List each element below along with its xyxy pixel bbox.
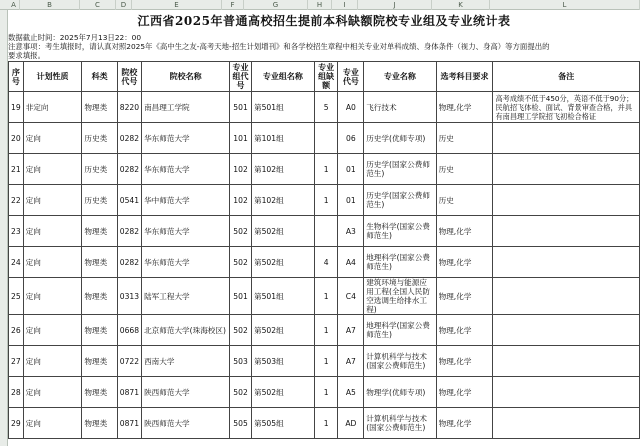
- cell-seq[interactable]: 19: [9, 92, 24, 123]
- cell-group-gap[interactable]: 1: [314, 408, 338, 439]
- header-major-code[interactable]: 专业代号: [338, 62, 364, 92]
- table-row: [9, 278, 640, 315]
- cell-plan-nature[interactable]: 定向: [23, 346, 82, 377]
- cell-group-gap[interactable]: [314, 123, 338, 154]
- cell-remark[interactable]: [493, 154, 640, 185]
- column-letter-b[interactable]: B: [20, 0, 80, 10]
- cell-school-name[interactable]: 南昌理工学院: [142, 92, 230, 123]
- column-letter-i[interactable]: I: [332, 0, 358, 10]
- cell-major-name[interactable]: 历史学(国家公费师范生): [364, 154, 436, 185]
- cell-plan-nature[interactable]: 定向: [23, 408, 82, 439]
- cell-group-code[interactable]: 102: [230, 185, 252, 216]
- cell-group-name[interactable]: 第502组: [252, 247, 315, 278]
- table-row: [9, 185, 640, 216]
- cell-school-code[interactable]: 0282: [117, 216, 141, 247]
- cell-major-code[interactable]: A5: [338, 377, 364, 408]
- notice-continuation: 要求填报。: [8, 51, 45, 60]
- cell-seq[interactable]: 21: [9, 154, 24, 185]
- sheet-title: 江西省2025年普通高校招生提前本科缺额院校专业组及专业统计表: [137, 14, 511, 28]
- cell-group-gap[interactable]: 1: [314, 185, 338, 216]
- cell-subject-type[interactable]: 物理类: [82, 315, 117, 346]
- cell-major-code[interactable]: 01: [338, 185, 364, 216]
- cell-plan-nature[interactable]: 非定向: [23, 92, 82, 123]
- cell-seq[interactable]: 27: [9, 346, 24, 377]
- cell-group-name[interactable]: 第503组: [252, 346, 315, 377]
- cell-school-name[interactable]: 陕西师范大学: [142, 377, 230, 408]
- table-row: [9, 247, 640, 278]
- cell-group-code[interactable]: 502: [230, 315, 252, 346]
- cell-remark[interactable]: [493, 185, 640, 216]
- row-header-strip: [0, 10, 8, 446]
- cell-elective-req[interactable]: 物理,化学: [436, 408, 493, 439]
- table-row: [9, 377, 640, 408]
- column-letter-d[interactable]: D: [116, 0, 132, 10]
- cell-elective-req[interactable]: 物理,化学: [436, 216, 493, 247]
- header-remark[interactable]: 备注: [493, 62, 640, 92]
- cell-major-name[interactable]: 历史学(优师专项): [364, 123, 436, 154]
- cell-group-code[interactable]: 502: [230, 216, 252, 247]
- table-row: [9, 346, 640, 377]
- cell-subject-type[interactable]: 物理类: [82, 92, 117, 123]
- cell-school-name[interactable]: 华东师范大学: [142, 154, 230, 185]
- cell-seq[interactable]: 29: [9, 408, 24, 439]
- cell-major-code[interactable]: 06: [338, 123, 364, 154]
- data-table: [8, 61, 640, 439]
- header-school-name[interactable]: 院校名称: [142, 62, 230, 92]
- table-row: [9, 216, 640, 247]
- header-seq[interactable]: 序号: [9, 62, 24, 92]
- header-group-gap[interactable]: 专业组缺额: [314, 62, 338, 92]
- cell-seq[interactable]: 20: [9, 123, 24, 154]
- cell-group-gap[interactable]: 1: [314, 346, 338, 377]
- cell-plan-nature[interactable]: 定向: [23, 278, 82, 315]
- cell-group-gap[interactable]: 1: [314, 315, 338, 346]
- cell-major-code[interactable]: A7: [338, 315, 364, 346]
- cell-group-name[interactable]: 第502组: [252, 216, 315, 247]
- column-letter-l[interactable]: L: [490, 0, 640, 10]
- cell-subject-type[interactable]: 历史类: [82, 185, 117, 216]
- cell-elective-req[interactable]: 历史: [436, 185, 493, 216]
- cell-group-name[interactable]: 第102组: [252, 185, 315, 216]
- cell-plan-nature[interactable]: 定向: [23, 185, 82, 216]
- cell-school-code[interactable]: 0282: [117, 154, 141, 185]
- cell-major-name[interactable]: 建筑环境与能源应用工程(全国人民防空选调生给排水工程): [364, 278, 436, 315]
- cell-group-name[interactable]: 第502组: [252, 315, 315, 346]
- cell-plan-nature[interactable]: 定向: [23, 247, 82, 278]
- cell-seq[interactable]: 24: [9, 247, 24, 278]
- cell-school-name[interactable]: 华东师范大学: [142, 123, 230, 154]
- cell-group-code[interactable]: 502: [230, 247, 252, 278]
- cell-major-name[interactable]: 历史学(国家公费师范生): [364, 185, 436, 216]
- cell-school-code[interactable]: 0871: [117, 377, 141, 408]
- cell-elective-req[interactable]: 物理,化学: [436, 247, 493, 278]
- cell-major-code[interactable]: C4: [338, 278, 364, 315]
- column-letter-h[interactable]: H: [308, 0, 332, 10]
- cell-group-gap[interactable]: 4: [314, 247, 338, 278]
- cell-elective-req[interactable]: 历史: [436, 154, 493, 185]
- cell-elective-req[interactable]: 物理,化学: [436, 346, 493, 377]
- cell-group-name[interactable]: 第101组: [252, 123, 315, 154]
- cell-school-code[interactable]: 8220: [117, 92, 141, 123]
- cell-school-code[interactable]: 0871: [117, 408, 141, 439]
- cell-subject-type[interactable]: 物理类: [82, 346, 117, 377]
- cell-plan-nature[interactable]: 定向: [23, 154, 82, 185]
- cell-group-gap[interactable]: 1: [314, 278, 338, 315]
- table-row: [9, 315, 640, 346]
- header-major-name[interactable]: 专业名称: [364, 62, 436, 92]
- column-header-strip: [0, 0, 640, 10]
- column-letter-e[interactable]: E: [132, 0, 222, 10]
- cell-group-gap[interactable]: 5: [314, 92, 338, 123]
- cell-seq[interactable]: 28: [9, 377, 24, 408]
- cell-major-code[interactable]: A4: [338, 247, 364, 278]
- cell-seq[interactable]: 25: [9, 278, 24, 315]
- cell-school-name[interactable]: 西南大学: [142, 346, 230, 377]
- column-letter-a[interactable]: A: [8, 0, 20, 10]
- cell-subject-type[interactable]: 物理类: [82, 247, 117, 278]
- cell-school-code[interactable]: 0313: [117, 278, 141, 315]
- cell-major-name[interactable]: 飞行技术: [364, 92, 436, 123]
- cell-school-name[interactable]: 陆军工程大学: [142, 278, 230, 315]
- cell-school-code[interactable]: 0668: [117, 315, 141, 346]
- cell-remark[interactable]: [493, 247, 640, 278]
- cell-major-name[interactable]: 物理学(优师专项): [364, 377, 436, 408]
- header-group-name[interactable]: 专业组名称: [252, 62, 315, 92]
- cell-group-code[interactable]: 502: [230, 377, 252, 408]
- cell-school-code[interactable]: 0282: [117, 247, 141, 278]
- header-plan-nature[interactable]: 计划性质: [23, 62, 82, 92]
- cell-remark[interactable]: [493, 216, 640, 247]
- cell-group-code[interactable]: 101: [230, 123, 252, 154]
- table-header-row: [9, 62, 640, 92]
- cell-major-name[interactable]: 地理科学(国家公费师范生): [364, 315, 436, 346]
- cell-plan-nature[interactable]: 定向: [23, 216, 82, 247]
- cell-plan-nature[interactable]: 定向: [23, 315, 82, 346]
- table-row: [9, 154, 640, 185]
- cell-remark[interactable]: [493, 377, 640, 408]
- cell-major-code[interactable]: A3: [338, 216, 364, 247]
- cell-major-name[interactable]: 计算机科学与技术(国家公费师范生): [364, 408, 436, 439]
- cell-major-name[interactable]: 生物科学(国家公费师范生): [364, 216, 436, 247]
- cell-group-name[interactable]: 第501组: [252, 278, 315, 315]
- cell-major-name[interactable]: 地理科学(国家公费师范生): [364, 247, 436, 278]
- cell-school-name[interactable]: 华东师范大学: [142, 247, 230, 278]
- cell-school-code[interactable]: 0282: [117, 123, 141, 154]
- cell-group-name[interactable]: 第502组: [252, 377, 315, 408]
- cell-plan-nature[interactable]: 定向: [23, 123, 82, 154]
- cell-school-code[interactable]: 0541: [117, 185, 141, 216]
- column-letter-f[interactable]: F: [222, 0, 244, 10]
- column-letter-j[interactable]: J: [358, 0, 432, 10]
- header-subject-type[interactable]: 科类: [82, 62, 117, 92]
- cell-subject-type[interactable]: 历史类: [82, 123, 117, 154]
- header-elective-req[interactable]: 选考科目要求: [436, 62, 493, 92]
- cell-subject-type[interactable]: 物理类: [82, 377, 117, 408]
- cell-major-name[interactable]: 计算机科学与技术(国家公费师范生): [364, 346, 436, 377]
- cell-school-name[interactable]: 华中师范大学: [142, 185, 230, 216]
- cell-remark[interactable]: [493, 315, 640, 346]
- cell-group-gap[interactable]: 1: [314, 377, 338, 408]
- cell-seq[interactable]: 26: [9, 315, 24, 346]
- cell-major-code[interactable]: AD: [338, 408, 364, 439]
- cell-school-name[interactable]: 北京师范大学(珠海校区): [142, 315, 230, 346]
- column-letter-k[interactable]: K: [432, 0, 490, 10]
- cell-group-name[interactable]: 第102组: [252, 154, 315, 185]
- cell-group-name[interactable]: 第505组: [252, 408, 315, 439]
- header-group-code[interactable]: 专业组代号: [230, 62, 252, 92]
- cell-subject-type[interactable]: 物理类: [82, 408, 117, 439]
- cell-remark[interactable]: [493, 278, 640, 315]
- header-school-code[interactable]: 院校代号: [117, 62, 141, 92]
- cell-major-code[interactable]: 01: [338, 154, 364, 185]
- cell-subject-type[interactable]: 历史类: [82, 154, 117, 185]
- cell-group-code[interactable]: 505: [230, 408, 252, 439]
- cell-school-code[interactable]: 0722: [117, 346, 141, 377]
- cell-remark[interactable]: 高考成绩不低于450分，英语不低于90分；民航招飞体检、面试、背景审查合格，并具有南昌理工学院招飞初检合格证: [493, 92, 640, 123]
- cell-remark[interactable]: [493, 346, 640, 377]
- cell-remark[interactable]: [493, 123, 640, 154]
- cell-elective-req[interactable]: 物理,化学: [436, 315, 493, 346]
- cell-group-code[interactable]: 501: [230, 92, 252, 123]
- cell-school-name[interactable]: 陕西师范大学: [142, 408, 230, 439]
- cell-plan-nature[interactable]: 定向: [23, 377, 82, 408]
- table-row: [9, 123, 640, 154]
- table-row: [9, 92, 640, 123]
- cell-major-code[interactable]: A7: [338, 346, 364, 377]
- cell-elective-req[interactable]: 物理,化学: [436, 92, 493, 123]
- deadline-text: 数据截止时间：2025年7月13日22：00: [8, 33, 142, 42]
- cell-major-code[interactable]: A0: [338, 92, 364, 123]
- cell-subject-type[interactable]: 物理类: [82, 216, 117, 247]
- cell-group-gap[interactable]: 1: [314, 154, 338, 185]
- column-letter-g[interactable]: G: [244, 0, 308, 10]
- cell-subject-type[interactable]: 物理类: [82, 278, 117, 315]
- cell-elective-req[interactable]: 物理,化学: [436, 278, 493, 315]
- cell-elective-req[interactable]: 历史: [436, 123, 493, 154]
- cell-group-code[interactable]: 501: [230, 278, 252, 315]
- table-row: [9, 408, 640, 439]
- notice-text: 注意事项：考生填报时，请认真对照2025年《高中生之友-高考天地-招生计划增刊》和各学校招生章程中相关专业对单科成绩、身体条件（视力、身高）等方面提出的: [8, 42, 550, 51]
- cell-group-code[interactable]: 503: [230, 346, 252, 377]
- cell-seq[interactable]: 22: [9, 185, 24, 216]
- cell-group-gap[interactable]: [314, 216, 338, 247]
- column-letter-c[interactable]: C: [80, 0, 116, 10]
- cell-school-name[interactable]: 华东师范大学: [142, 216, 230, 247]
- cell-elective-req[interactable]: 物理,化学: [436, 377, 493, 408]
- cell-remark[interactable]: [493, 408, 640, 439]
- cell-group-code[interactable]: 102: [230, 154, 252, 185]
- cell-group-name[interactable]: 第501组: [252, 92, 315, 123]
- cell-seq[interactable]: 23: [9, 216, 24, 247]
